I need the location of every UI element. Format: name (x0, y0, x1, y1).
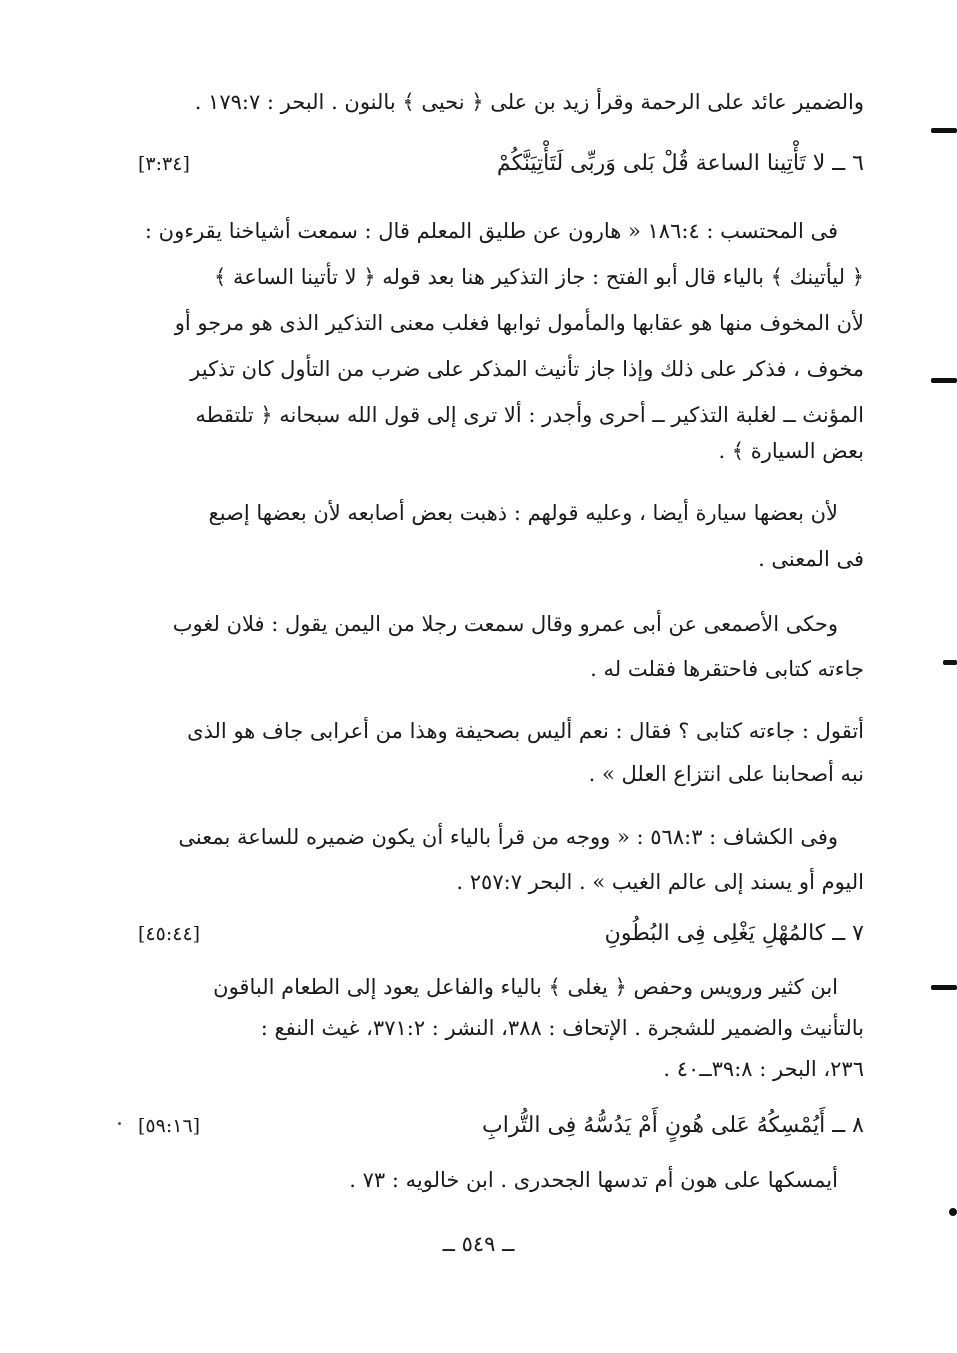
text-line: وفى الكشاف : ٥٦٨:٣ : « ووجه من قرأ بالياء أن يكون ضميره للساعة بمعنى (178, 825, 838, 849)
text-line: نبه أصحابنا على انتزاع العلل » . (588, 762, 864, 786)
text-line: فى المعنى . (758, 547, 864, 571)
text-line: مخوف ، فذكر على ذلك وإذا جاز تأنيث المذكر على ضرب من التأول كان تذكير (190, 357, 864, 381)
verse-reference: [٣:٣٤] (138, 153, 190, 175)
text-line: لأن المخوف منها هو عقابها والمأمول ثوابها فغلب معنى التذكير الذى هو مرجو أو (174, 311, 864, 335)
quran-verse-6 (138, 148, 864, 180)
quran-verse-7 (138, 918, 864, 950)
verse-text: ٦ ــ لا تَأْتِينا الساعة قُلْ بَلى وَربِّى لَتَأْتِيَنَّكُمْ (496, 151, 864, 176)
scan-margin-mark (931, 985, 957, 990)
quran-verse-8 (138, 1110, 864, 1142)
text-line: جاءته كتابى فاحتقرها فقلت له . (590, 657, 864, 681)
text-line: لأن بعضها سيارة أيضا ، وعليه قولهم : ذهبت بعض أصابعه لأن بعضها إصبع (208, 501, 838, 525)
verse-text: ٨ ــ أَيُمْسِكُهُ عَلى هُونٍ أَمْ يَدُسُّهُ فِى التُّرابِ (482, 1113, 864, 1138)
text-line: ابن كثير ورويس وحفص ﴿ يغلى ﴾ بالياء والفاعل يعود إلى الطعام الباقون (213, 975, 838, 999)
text-line: اليوم أو يسند إلى عالم الغيب » . البحر ٢٥٧:٧ . (456, 870, 864, 894)
text-line: ٢٣٦، البحر : ٣٩:٨ــ٤٠ . (663, 1057, 864, 1081)
scan-margin-mark (949, 1208, 957, 1216)
text-line: بالتأنيث والضمير للشجرة . الإتحاف : ٣٨٨، النشر : ٣٧١:٢، غيث النفع : (260, 1016, 864, 1040)
text-line: وحكى الأصمعى عن أبى عمرو وقال سمعت رجلا من اليمن يقول : فلان لغوب (172, 612, 838, 636)
verse-reference: [٥٩:١٦] (138, 1115, 201, 1137)
scan-speck (118, 1122, 121, 1125)
text-line: فى المحتسب : ١٨٦:٤ « هارون عن طليق المعلم قال : سمعت أشياخنا يقرءون : (144, 219, 838, 243)
text-line: أيمسكها على هون أم تدسها الجحدرى . ابن خالويه : ٧٣ . (349, 1168, 838, 1192)
scan-margin-mark (943, 660, 957, 665)
text-line: المؤنث ــ لغلبة التذكير ــ أحرى وأجدر : ألا ترى إلى قول الله سبحانه ﴿ تلتقطه (195, 403, 864, 427)
text-line: والضمير عائد على الرحمة وقرأ زيد بن على ﴿ نحيى ﴾ بالنون . البحر : ١٧٩:٧ . (194, 90, 864, 114)
page-number: ــ ٥٤٩ ــ (442, 1232, 515, 1256)
verse-text: ٧ ــ كالمُهْلِ يَغْلِى فِى البُطُونِ (604, 921, 864, 946)
text-line: ﴿ ليأتينك ﴾ بالياء قال أبو الفتح : جاز التذكير هنا بعد قوله ﴿ لا تأتينا الساعة ﴾ (213, 265, 864, 289)
text-line: بعض السيارة ﴾ . (718, 439, 864, 463)
scan-margin-mark (931, 378, 957, 383)
verse-reference: [٤٥:٤٤] (138, 923, 201, 945)
scan-margin-mark (931, 128, 957, 133)
text-line: أتقول : جاءته كتابى ؟ فقال : نعم أليس بصحيفة وهذا من أعرابى جاف هو الذى (187, 719, 864, 743)
